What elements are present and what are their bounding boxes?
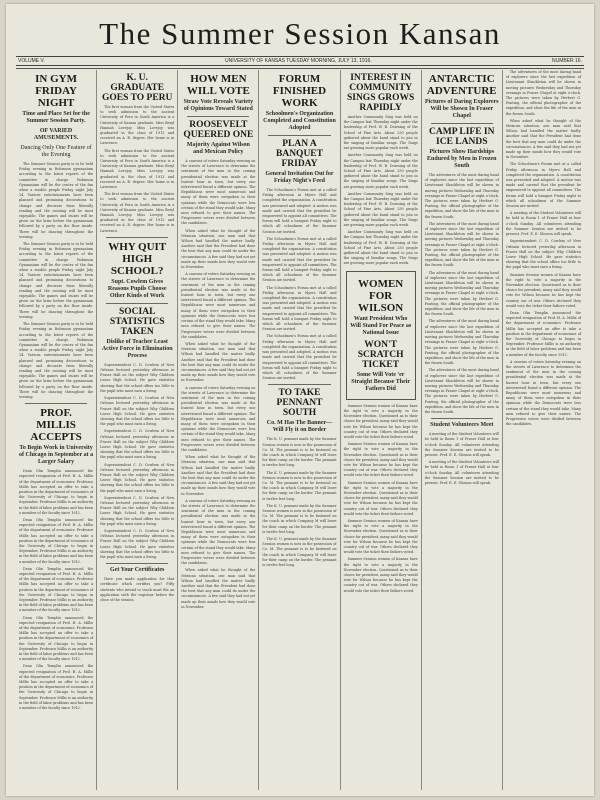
divider (25, 403, 87, 404)
date-label: UNIVERSITY OF KANSAS TUESDAY MORNING, JULY 13, 1916. (225, 58, 372, 64)
subhead-dancing: Dancing Only One Feature of the Evening (20, 145, 92, 158)
headline-volunteers: Student Volunteers Meet (430, 422, 494, 429)
headline-women-wilson: WOMEN FOR WILSON (358, 277, 404, 314)
masthead-rule (16, 68, 584, 69)
headline-men-vote: HOW MEN WILL VOTE (186, 73, 250, 97)
article-community-sings: Another Community Sing was held on the Campus last Thursday night under the leadership of Prof. W. B. Downing of the School of Fine Arts. About 250 people gathered about the band stand to join in the singing of familiar songs. The Sings are growing more popular each week. Another Community Sing was held on the Campus last Thursday night under the leadership of Prof. W. B. Downing of the School of Fine Arts. About 250 people gathered about the band stand to join in the singing of familiar songs. The Sings are growing more popular each week. Another Community Sing was held on the Campus last Thursday night under the leadership of Prof. W. B. Downing of the School of Fine Arts. About 250 people gathered about the band stand to join in the singing of familiar songs. The Sings are growing more popular each week. Another Community Sing was held on the Campus last Thursday night under the leadership of Prof. W. B. Downing of the School of Fine Arts. About 250 people gathered about the band stand to join in the singing of familiar songs. The Sings are growing more popular each week. (343, 115, 418, 266)
subhead-camp-life: Pictures Show Hardships Endured by Men in Frozen South (427, 149, 497, 169)
headline-pennant: TO TAKE PENNANT SOUTH (276, 388, 323, 419)
subhead-forum: Schoolmen's Organization Completed and Constitution Adopted (263, 111, 336, 131)
subhead-gym-party: Time and Place Set for the Summer Session Party. (22, 111, 90, 124)
article-gym-party: The Summer Session party is to be held Friday evening in Robinson gymnasium according to the latest reports of the committee in charge. Robinson Gymnasium will be the center of the fun when a sizable people Friday night July 14. Various entertainments have been planned and promising decorations to change and decorate from liberally reading and the evening will be most enjoyable. The games and stunts will be given on the lawn before the gymnasium followed by a party on the floor inside. There will be dancing throughout the evening. The Summer Session party is to be held Friday evening in Robinson gymnasium according to the latest reports of the committee in charge. Robinson Gymnasium will be the center of the fun when a sizable people Friday night July 14. Various entertainments have been planned and promising decorations to change and decorate from liberally reading and the evening will be most enjoyable. The games and stunts will be given on the lawn before the gymnasium followed by a party on the floor inside. There will be dancing throughout the evening. The Summer Session party is to be held Friday evening in Robinson gymnasium according to the latest reports of the committee in charge. Robinson Gymnasium will be the center of the fun when a sizable people Friday night July 14. Various entertainments have been planned and promising decorations to change and decorate from liberally reading and the evening will be most enjoyable. The games and stunts will be given on the lawn before the gymnasium followed by a party on the floor inside. There will be dancing throughout the evening. (19, 162, 94, 399)
article-men-vote: A canvass of voters Saturday evening on the streets of Lawrence to determine the sentiment of the men in the coming presidential election was made at the busiest hour in town, but every one interviewed found a different opinion. The Republicans were most numerous and many of them were outspoken in their opinions while the Democrats were less certain of the stand they would take. Many men refused to give their names. The Progressive voters were divided between the candidates. When asked what he thought of the Mexican situation, one man said that Wilson had handled the matter badly. Another said that the President had done the best that any man could do under the circumstances. A few said they had not yet made up their minds how they would vote in November. A canvass of voters Saturday evening on the streets of Lawrence to determine the sentiment of the men in the coming presidential election was made at the busiest hour in town, but every one interviewed found a different opinion. The Republicans were most numerous and many of them were outspoken in their opinions while the Democrats were less certain of the stand they would take. Many men refused to give their names. The Progressive voters were divided between the candidates. When asked what he thought of the Mexican situation, one man said that Wilson had handled the matter badly. Another said that the President had done the best that any man could do under the circumstances. A few said they had not yet made up their minds how they would vote in November. A canvass of voters Saturday evening on the streets of Lawrence to determine the sentiment of the men in the coming presidential election was made at the busiest hour in town, but every one interviewed found a different opinion. The Republicans were most numerous and many of them were outspoken in their opinions while the Democrats were less certain of the stand they would take. Many men refused to give their names. The Progressive voters were divided between the candidates. When asked what he thought of the Mexican situation, one man said that Wilson had handled the matter badly. Another said that the President had done the best that any man could do under the circumstances. A few said they had not yet made up their minds how they would vote in November. A canvass of voters Saturday evening on the streets of Lawrence to determine the sentiment of the men in the coming presidential election was made at the busiest hour in town, but every one interviewed found a different opinion. The Republicans were most numerous and many of them were outspoken in their opinions while the Democrats were less certain of the stand they would take. Many men refused to give their names. The Progressive voters were divided between the candidates. When asked what he thought of the Mexican situation, one man said that Wilson had handled the matter badly. Another said that the President had done the best that any man could do under the circumstances. A few said they had not yet made up their minds how they would vote in November. (181, 159, 256, 609)
article-pennant: The K. U. pennant made by the Summer Session women is now in the possession of Co. M. The pennant is to be fastened on the coach in which Company M will leave for their camp on the border. The pennant is twelve feet long. The K. U. pennant made by the Summer Session women is now in the possession of Co. M. The pennant is to be fastened on the coach in which Company M will leave for their camp on the border. The pennant is twelve feet long. The K. U. pennant made by the Summer Session women is now in the possession of Co. M. The pennant is to be fastened on the coach in which Company M will leave for their camp on the border. The pennant is twelve feet long. The K. U. pennant made by the Summer Session women is now in the possession of Co. M. The pennant is to be fastened on the coach in which Company M will leave for their camp on the border. The pennant is twelve feet long. (262, 437, 337, 567)
divider (187, 116, 249, 117)
headline-antarctic: ANTARCTIC ADVENTURE (426, 73, 497, 97)
article-social-statistics: Superintendent C. D. Cowlem of New Orleans lectured yesterday afternoon in Fraser Hall on the subject Why Children Leave High School. He gave statistics showing that the school offers too little to the pupil who must earn a living. Superintendent C. D. Cowlem of New Orleans lectured yesterday afternoon in Fraser Hall on the subject Why Children Leave High School. He gave statistics showing that the school offers too little to the pupil who must earn a living. Superintendent C. D. Cowlem of New Orleans lectured yesterday afternoon in Fraser Hall on the subject Why Children Leave High School. He gave statistics showing that the school offers too little to the pupil who must earn a living. Superintendent C. D. Cowlem of New Orleans lectured yesterday afternoon in Fraser Hall on the subject Why Children Leave High School. He gave statistics showing that the school offers too little to the pupil who must earn a living. Superintendent C. D. Cowlem of New Orleans lectured yesterday afternoon in Fraser Hall on the subject Why Children Leave High School. He gave statistics showing that the school offers too little to the pupil who must earn a living. Superintendent C. D. Cowlem of New Orleans lectured yesterday afternoon in Fraser Hall on the subject Why Children Leave High School. He gave statistics showing that the school offers too little to the pupil who must earn a living. (100, 362, 175, 559)
article-antarctic: The adventures of the most daring band of explorers since the last expedition of Lieutenant Shackleton will be shown in moving pictures Wednesday and Thursday evenings in Fraser Chapel at eight o'clock. The pictures were taken by Herbert G. Ponting, the official photographer of the expedition, and show the life of the men in the frozen South. The adventures of the most daring band of explorers since the last expedition of Lieutenant Shackleton will be shown in moving pictures Wednesday and Thursday evenings in Fraser Chapel at eight o'clock. The pictures were taken by Herbert G. Ponting, the official photographer of the expedition, and show the life of the men in the frozen South. The adventures of the most daring band of explorers since the last expedition of Lieutenant Shackleton will be shown in moving pictures Wednesday and Thursday evenings in Fraser Chapel at eight o'clock. The pictures were taken by Herbert G. Ponting, the official photographer of the expedition, and show the life of the men in the frozen South. The adventures of the most daring band of explorers since the last expedition of Lieutenant Shackleton will be shown in moving pictures Wednesday and Thursday evenings in Fraser Chapel at eight o'clock. The pictures were taken by Herbert G. Ponting, the official photographer of the expedition, and show the life of the men in the frozen South. The adventures of the most daring band of explorers since the last expedition of Lieutenant Shackleton will be shown in moving pictures Wednesday and Thursday evenings in Fraser Chapel at eight o'clock. The pictures were taken by Herbert G. Ponting, the official photographer of the expedition, and show the life of the men in the frozen South. (424, 173, 499, 414)
headline-scratch-ticket: WON'T SCRATCH TICKET (357, 339, 404, 370)
divider (106, 303, 168, 304)
newspaper-page (6, 4, 594, 796)
headline-quit-school: WHY QUIT HIGH SCHOOL? (108, 240, 167, 277)
divider (431, 418, 493, 419)
subhead-millis: To Begin Work in University of Chicago in September at a Larger Salary (19, 445, 94, 466)
column-2 (97, 70, 178, 790)
subhead-pennant: Co. M Has The Banner—Will Fly it on Border (266, 420, 333, 434)
headline-certificates: Get Your Certificates (110, 567, 165, 574)
subhead-social-statistics: Dislike of Teacher Least Active Force in Elimination Process (101, 338, 173, 359)
divider (268, 384, 330, 385)
article-forum: The Schoolmen's Forum met at a called Friday afternoon in Myers Hall and completed the organization. A constitution was presented and adopted. A motion was made and carried that the president be empowered to appoint all committees. The forum will hold a banquet Friday night to which all schoolmen of the Summer Session are invited. The Schoolmen's Forum met at a called Friday afternoon in Myers Hall and completed the organization. A constitution was presented and adopted. A motion was made and carried that the president be empowered to appoint all committees. The forum will hold a banquet Friday night to which all schoolmen of the Summer Session are invited. The Schoolmen's Forum met at a called Friday afternoon in Myers Hall and completed the organization. A constitution was presented and adopted. A motion was made and carried that the president be empowered to appoint all committees. The forum will hold a banquet Friday night to which all schoolmen of the Summer Session are invited. The Schoolmen's Forum met at a called Friday afternoon in Myers Hall and completed the organization. A constitution was presented and adopted. A motion was made and carried that the president be empowered to appoint all committees. The forum will hold a banquet Friday night to which all schoolmen of the Summer Session are invited. (262, 188, 337, 381)
divider (106, 563, 168, 564)
headline-millis: PROF. MILLIS ACCEPTS (30, 407, 82, 444)
article-millis: Dean Olin Templin announced the expected resignation of Prof. H. A. Millis of the department of economics. Professor Millis has accepted an offer to take a position in the department of economics of the University of Chicago to begin in September. Professor Millis is an authority in the field of labor problems and has been a member of the faculty since 1912. Dean Olin Templin announced the expected resignation of Prof. H. A. Millis of the department of economics. Professor Millis has accepted an offer to take a position in the department of economics of the University of Chicago to begin in September. Professor Millis is an authority in the field of labor problems and has been a member of the faculty since 1912. Dean Olin Templin announced the expected resignation of Prof. H. A. Millis of the department of economics. Professor Millis has accepted an offer to take a position in the department of economics of the University of Chicago to begin in September. Professor Millis is an authority in the field of labor problems and has been a member of the faculty since 1912. Dean Olin Templin announced the expected resignation of Prof. H. A. Millis of the department of economics. Professor Millis has accepted an offer to take a position in the department of economics of the University of Chicago to begin in September. Professor Millis is an authority in the field of labor problems and has been a member of the faculty since 1912. Dean Olin Templin announced the expected resignation of Prof. H. A. Millis of the department of economics. Professor Millis has accepted an offer to take a position in the department of economics of the University of Chicago to begin in September. Professor Millis is an authority in the field of labor problems and has been a member of the faculty since 1912. (19, 469, 94, 711)
subhead-scratch-ticket: Some Will Vote 'er Straight Because Their Fathers Did (351, 371, 411, 392)
headline-community-sings: INTEREST IN COMMUNITY SINGS GROWS RAPIDLY (346, 73, 415, 113)
column-7 (503, 70, 584, 790)
number-label: NUMBER 16. (551, 58, 582, 64)
column-3 (178, 70, 259, 790)
article-continued: The adventures of the most daring band of explorers since the last expedition of Lieutenant Shackleton will be shown in moving pictures Wednesday and Thursday evenings in Fraser Chapel at eight o'clock. The pictures were taken by Herbert G. Ponting, the official photographer of the expedition, and show the life of the men in the frozen South. When asked what he thought of the Mexican situation, one man said that Wilson had handled the matter badly. Another said that the President had done the best that any man could do under the circumstances. A few said they had not yet made up their minds how they would vote in November. The Schoolmen's Forum met at a called Friday afternoon in Myers Hall and completed the organization. A constitution was presented and adopted. A motion was made and carried that the president be empowered to appoint all committees. The forum will hold a banquet Friday night to which all schoolmen of the Summer Session are invited. A meeting of the Student Volunteers will be held in Room 1 of Fraser Hall at four o'clock Sunday. All volunteers attending the Summer Session are invited to be present. Prof. E. E. Slosson will speak. Superintendent C. D. Cowlem of New Orleans lectured yesterday afternoon in Fraser Hall on the subject Why Children Leave High School. He gave statistics showing that the school offers too little to the pupil who must earn a living. Summer Session women of Kansas have the right to vote a majority in the November election. Questioned as to their choice for president, many said they would vote for Wilson because he has kept the country out of war. Others declared they would vote the ticket their fathers voted. Dean Olin Templin announced the expected resignation of Prof. H. A. Millis of the department of economics. Professor Millis has accepted an offer to take a position in the department of economics of the University of Chicago to begin in September. Professor Millis is an authority in the field of labor problems and has been a member of the faculty since 1912. A canvass of voters Saturday evening on the streets of Lawrence to determine the sentiment of the men in the coming presidential election was made at the busiest hour in town, but every one interviewed found a different opinion. The Republicans were most numerous and many of them were outspoken in their opinions while the Democrats were less certain of the stand they would take. Many men refused to give their names. The Progressive voters were divided between the candidates. (505, 70, 581, 427)
headline-roosevelt: ROOSEVELT QUEERED ONE (183, 120, 254, 140)
article-certificates: Have you made application for that certificate which certifies you? Fifty students who intend to teach must file an application with the registrar before the close of the session. (100, 577, 175, 602)
headline-camp-life: CAMP LIFE IN ICE LANDS (429, 127, 495, 147)
headline-ku-graduate: K. U. GRADUATE GOES TO PERU (102, 73, 173, 103)
volume-label: VOLUME V. (18, 58, 45, 64)
divider (106, 237, 168, 238)
masthead-title: The Summer Session Kansan (99, 16, 501, 51)
headline-forum: FORUM FINISHED WORK (272, 73, 327, 109)
dateline-bar (16, 56, 584, 66)
headline-banquet: PLAN A BANQUET FRIDAY (276, 139, 323, 169)
column-4 (259, 70, 340, 790)
column-1 (16, 70, 97, 790)
subhead-quit-school: Supt. Cowlem Gives Reasons Pupils Choose Other Kinds of Work (107, 278, 167, 299)
subhead-straw-vote: Straw Vote Reveals Variety of Opinions Toward Stated (183, 99, 254, 112)
subhead-banquet: General Invitation Out for Friday Night's Feed (265, 171, 334, 184)
women-for-wilson-box (346, 271, 416, 400)
columns (16, 70, 584, 790)
subhead-varied-amusements: OF VARIED AMUSEMENTS. (33, 128, 79, 141)
article-volunteers: A meeting of the Student Volunteers will be held in Room 1 of Fraser Hall at four o'clock Sunday. All volunteers attending the Summer Session are invited to be present. Prof. E. E. Slosson will speak. A meeting of the Student Volunteers will be held in Room 1 of Fraser Hall at four o'clock Sunday. All volunteers attending the Summer Session are invited to be present. Prof. E. E. Slosson will speak. (424, 432, 499, 485)
subhead-roosevelt: Majority Against Wilson and Mexican Policy (186, 142, 250, 155)
subhead-women-wilson: Want President Who Will Stand For Peace as National Issue (350, 315, 412, 336)
divider (431, 123, 493, 124)
article-women-wilson: Summer Session women of Kansas have the right to vote a majority in the November election. Questioned as to their choice for president, many said they would vote for Wilson because he has kept the country out of war. Others declared they would vote the ticket their fathers voted. Summer Session women of Kansas have the right to vote a majority in the November election. Questioned as to their choice for president, many said they would vote for Wilson because he has kept the country out of war. Others declared they would vote the ticket their fathers voted. Summer Session women of Kansas have the right to vote a majority in the November election. Questioned as to their choice for president, many said they would vote for Wilson because he has kept the country out of war. Others declared they would vote the ticket their fathers voted. Summer Session women of Kansas have the right to vote a majority in the November election. Questioned as to their choice for president, many said they would vote for Wilson because he has kept the country out of war. Others declared they would vote the ticket their fathers voted. Summer Session women of Kansas have the right to vote a majority in the November election. Questioned as to their choice for president, many said they would vote for Wilson because he has kept the country out of war. Others declared they would vote the ticket their fathers voted. (343, 403, 418, 593)
subhead-antarctic: Pictures of Daring Explorers Will be Shown In Fraser Chapel (424, 99, 499, 119)
column-5 (341, 70, 422, 790)
headline-gym-party: IN GYM FRIDAY NIGHT (35, 73, 77, 109)
column-6 (422, 70, 503, 790)
headline-social-statistics: SOCIAL STATISTICS TAKEN (109, 306, 165, 337)
article-ku-graduate: The first woman from the United States to seek admission to the ancient University of Peru in South America is a University of Kansas graduate. Miss Beryl Hannah Lovejoy. Miss Lovejoy was graduated in the class of 1913 and received an A. B. degree. Her home is in Lawrence. The first woman from the United States to seek admission to the ancient University of Peru in South America is a University of Kansas graduate. Miss Beryl Hannah Lovejoy. Miss Lovejoy was graduated in the class of 1913 and received an A. B. degree. Her home is in Lawrence. The first woman from the United States to seek admission to the ancient University of Peru in South America is a University of Kansas graduate. Miss Beryl Hannah Lovejoy. Miss Lovejoy was graduated in the class of 1913 and received an A. B. degree. Her home is in Lawrence. (100, 105, 175, 233)
divider (268, 135, 330, 136)
